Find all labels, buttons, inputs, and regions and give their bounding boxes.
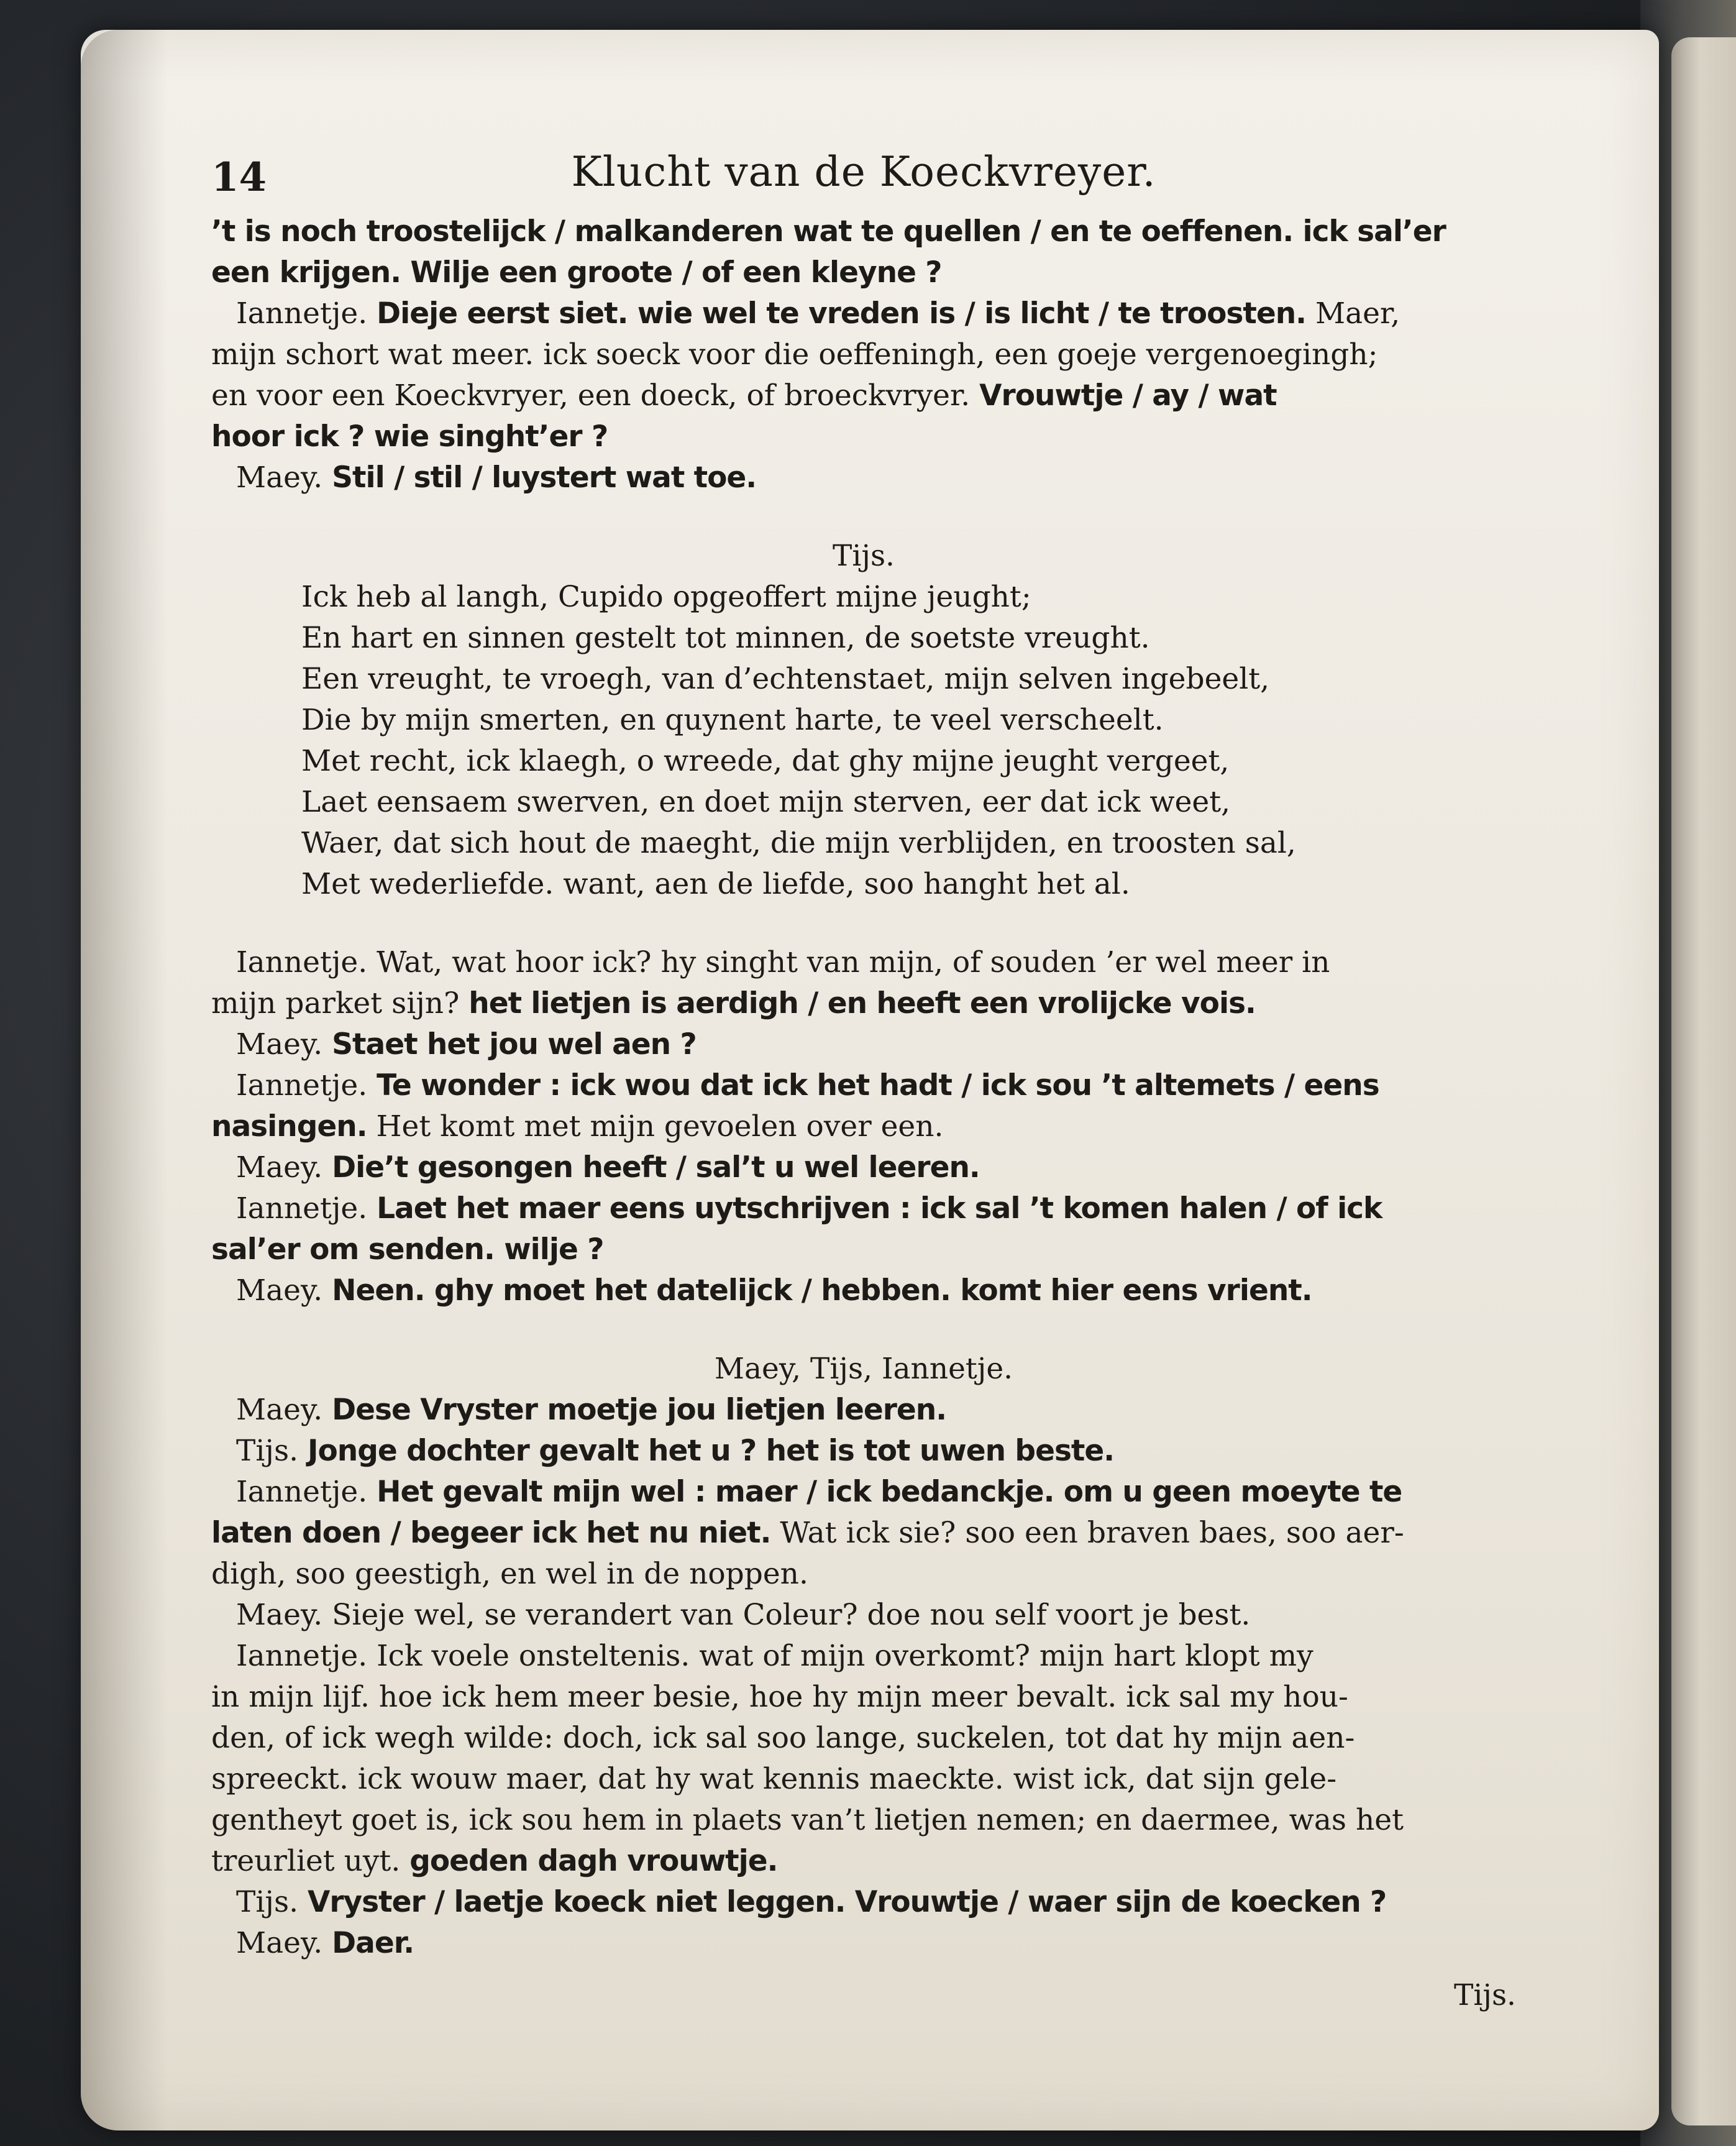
text-line: Iannetje. Te wonder : ick wou dat ick het hadt / ick sou ’t altemets / eens (211, 1065, 1516, 1106)
spacer (211, 905, 1516, 942)
verse-line: En hart en sinnen gestelt tot minnen, de soetste vreught. (301, 621, 1150, 655)
text-line: Maey. Die’t gesongen heeft / sal’t u wel leeren. (211, 1147, 1516, 1188)
text-line: mijn parket sijn? het lietjen is aerdigh / en heeft een vrolijcke vois. (211, 986, 1256, 1020)
text-line: sal’er om senden. wilje ? (211, 1232, 604, 1267)
scene-heading: Maey, Tijs, Iannetje. (714, 1352, 1013, 1386)
text-line: mijn schort wat meer. ick soeck voor die oeffeningh, een goeje vergenoegingh; (211, 337, 1378, 372)
text-line: Iannetje. Ick voele onsteltenis. wat of mijn overkomt? mijn hart klopt my (211, 1636, 1516, 1677)
text-line: laten doen / begeer ick het nu niet. Wat ick sie? soo een braven baes, soo aer- (211, 1516, 1404, 1550)
speaker-label: Iannetje. (236, 1068, 368, 1103)
song-speaker-heading: Tijs. (832, 539, 895, 573)
page-number: 14 (211, 154, 267, 201)
text-line: Iannetje. Dieje eerst siet. wie wel te vreden is / is licht / te troosten. Maer, (211, 293, 1516, 334)
verse-line: Met wederliefde. want, aen de liefde, soo hanght het al. (301, 867, 1130, 901)
text-line: Maey. Sieje wel, se verandert van Coleur? doe nou self voort je best. (211, 1595, 1516, 1636)
text-line: en voor een Koeckvryer, een doeck, of broeckvryer. Vrouwtje / ay / wat (211, 378, 1277, 413)
text-line: digh, soo geestigh, en wel in de noppen. (211, 1557, 808, 1591)
catchword: Tijs. (1453, 1978, 1516, 2012)
verse-line: Laet eensaem swerven, en doet mijn sterven, eer dat ick weet, (301, 785, 1231, 819)
verse-line: Ick heb al langh, Cupido opgeoffert mijne jeught; (301, 580, 1031, 614)
speaker-label: Maey. (236, 1393, 323, 1427)
text-line: Tijs. Jonge dochter gevalt het u ? het is tot uwen beste. (211, 1431, 1516, 1472)
text-line: ’t is noch troostelijck / malkanderen wat te quellen / en te oeffenen. ick sal’er (211, 214, 1446, 249)
text-line: in mijn lijf. hoe ick hem meer besie, hoe hy mijn meer bevalt. ick sal my hou- (211, 1680, 1348, 1714)
verse-line: Die by mijn smerten, en quynent harte, te veel verscheelt. (301, 703, 1164, 737)
speaker-label: Tijs. (236, 1885, 299, 1919)
speaker-label: Maey. (236, 461, 323, 495)
speaker-label: Iannetje. (236, 1191, 368, 1226)
text-line: gentheyt goet is, ick sou hem in plaets van’t lietjen nemen; en daermee, was het (211, 1803, 1404, 1837)
verse-line: Een vreught, te vroegh, van d’echtenstaet, mijn selven ingebeelt, (301, 662, 1270, 696)
text-line: Iannetje. Wat, wat hoor ick? hy singht van mijn, of souden ’er wel meer in (211, 942, 1516, 983)
speaker-label: Iannetje. (236, 945, 368, 979)
spacer (211, 1311, 1516, 1349)
text-line: treurliet uyt. goeden dagh vrouwtje. (211, 1844, 778, 1878)
speaker-label: Maey. (236, 1598, 323, 1632)
text-line: hoor ick ? wie singht’er ? (211, 420, 608, 454)
text-line: Maey. Staet het jou wel aen ? (211, 1024, 1516, 1065)
speaker-label: Maey. (236, 1027, 323, 1062)
speaker-label: Maey. (236, 1273, 323, 1308)
speaker-label: Tijs. (236, 1434, 299, 1468)
text-line: Maey. Stil / stil / luystert wat toe. (211, 457, 1516, 498)
text-line: Maey. Dese Vryster moetje jou lietjen leeren. (211, 1390, 1516, 1431)
text-line: Maey. Neen. ghy moet het datelijck / hebben. komt hier eens vrient. (211, 1270, 1516, 1311)
page-text (211, 143, 1516, 2016)
text-line: Maey. Daer. (211, 1923, 1516, 1964)
page-header (211, 143, 1516, 211)
text-line: nasingen. Het komt met mijn gevoelen over een. (211, 1109, 944, 1144)
speaker-label: Iannetje. (236, 296, 368, 331)
speaker-label: Iannetje. (236, 1639, 368, 1673)
speaker-label: Maey. (236, 1150, 323, 1185)
text-line: een krijgen. Wilje een groote / of een kleyne ? (211, 255, 942, 290)
text-line: Iannetje. Laet het maer eens uytschrijven : ick sal ’t komen halen / of ick (211, 1188, 1516, 1229)
text-line: den, of ick wegh wilde: doch, ick sal soo lange, suckelen, tot dat hy mijn aen- (211, 1721, 1355, 1755)
speaker-label: Iannetje. (236, 1475, 368, 1509)
speaker-label: Maey. (236, 1926, 323, 1960)
text-line: Tijs. Vryster / laetje koeck niet leggen. Vrouwtje / waer sijn de koecken ? (211, 1882, 1516, 1923)
verse-line: Waer, dat sich hout de maeght, die mijn verblijden, en troosten sal, (301, 826, 1296, 860)
next-page-edge (1671, 37, 1736, 2125)
spacer (211, 498, 1516, 536)
text-line: spreeckt. ick wouw maer, dat hy wat kennis maeckte. wist ick, dat sijn gele- (211, 1762, 1337, 1796)
verse-line: Met recht, ick klaegh, o wreede, dat ghy mijne jeught vergeet, (301, 744, 1230, 778)
running-title: Klucht van de Koeckvreyer. (571, 148, 1156, 196)
text-line: Iannetje. Het gevalt mijn wel : maer / ick bedanckje. om u geen moeyte te (211, 1472, 1516, 1513)
